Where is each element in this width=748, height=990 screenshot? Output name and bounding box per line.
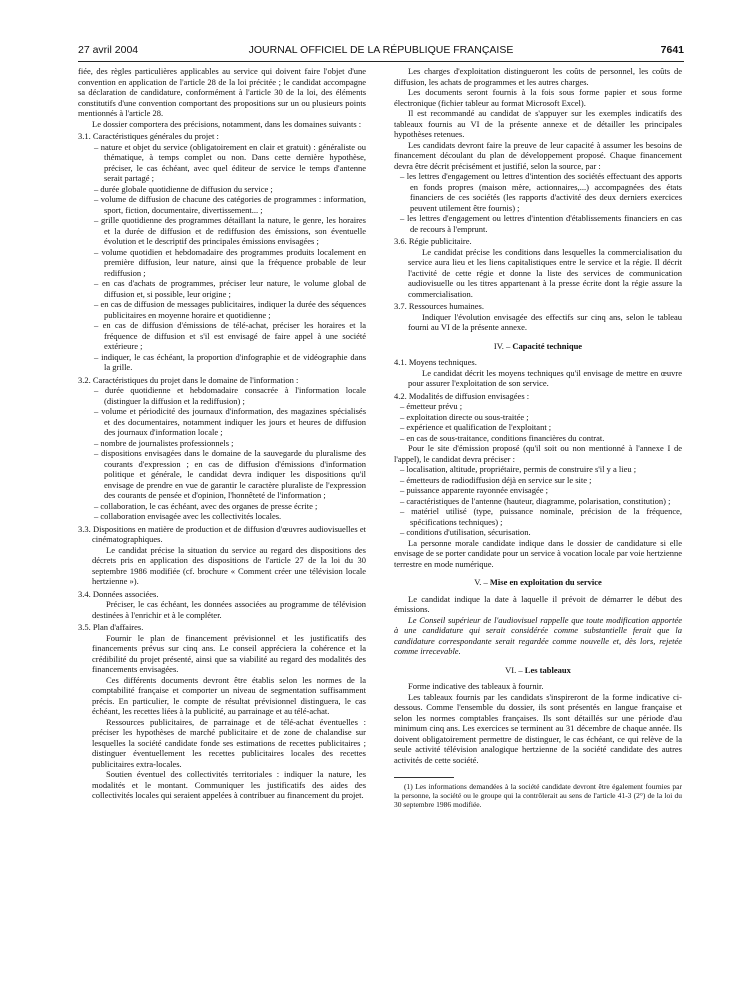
paragraph: Indiquer l'évolution envisagée des effectifs sur cinq ans, selon le tableau fourni au VI de la présente annexe. — [408, 311, 682, 332]
section-3-5-title: 3.5. Plan d'affaires. — [78, 622, 144, 632]
paragraph: Les documents seront fournis à la fois sous forme papier et sous forme électronique (fichier tableur au format Microsoft Excel). — [394, 87, 682, 108]
section-iv-title: Capacité technique — [512, 340, 583, 351]
paragraph: Ces différents documents devront être établis selon les normes de la comptabilité française et comporter un niveau de segmentation suffisamment précis. En particulier, le compte de résultat prévisionnel distinguera, le cas échéant, les recettes liées à la publicité, au parrainage et au télé-achat. — [92, 674, 366, 716]
section-3-3-title: 3.3. Dispositions en matière de production et de diffusion d'œuvres audiovisuelles et cinématographiques. — [78, 523, 366, 544]
list-item: – durée quotidienne et hebdomadaire consacrée à l'information locale (distinguer la diffusion et la rediffusion) ; — [94, 385, 366, 406]
paragraph: Le candidat décrit les moyens techniques qu'il envisage de mettre en œuvre pour assurer l'exploitation de son service. — [408, 367, 682, 388]
list-item: – collaboration envisagée avec les collectivités locales. — [94, 511, 282, 521]
list-item: – conditions d'utilisation, sécurisation. — [400, 527, 531, 537]
right-column — [394, 66, 682, 809]
section-v-number: V. – — [474, 577, 488, 587]
paragraph: Les tableaux fournis par les candidats s'inspireront de la forme indicative ci-dessous. Comme l'ensemble du dossier, ils sont présentés en langue française et selon les normes comptables françaises. Ils sont détaillés sur une période d'au minimum cinq ans. Les exercices se terminent au 31 décembre de chaque année. Ils doivent obligatoirement permettre de distinguer, le cas échéant, ce qui relève de la seule activité télévision analogique hertzienne de la société candidate des autres activités de cette société. — [394, 691, 682, 765]
section-3-2-title: 3.2. Caractéristiques du projet dans le domaine de l'information : — [78, 374, 299, 385]
list-item: – en cas de diffusion de messages publicitaires, indiquer la durée des séquences publicitaires en moyenne horaire et quotidienne ; — [94, 299, 366, 320]
list-item: – volume quotidien et hebdomadaire des programmes produits localement en première diffusion, leur nature, ainsi que la fréquence probable de leur rediffusion ; — [94, 246, 366, 278]
footnote-rule — [394, 777, 454, 778]
italic-paragraph: Le Conseil supérieur de l'audiovisuel rappelle que toute modification apportée à une candidature qui serait considérée comme substantielle ferait que la candidature correspondante serait regardée comme nouvelle et, dès lors, rejetée comme irrecevable. — [394, 614, 682, 656]
paragraph: Le candidat indique la date à laquelle il prévoit de démarrer le début des émissions. — [394, 593, 682, 614]
list-item: – expérience et qualification de l'exploitant ; — [400, 422, 552, 432]
paragraph: Fournir le plan de financement prévisionnel et les justificatifs des financements prévus sur cinq ans. Le conseil appréciera la cohérence et la crédibilité du projet présenté, ainsi que sa viabilité au regard des modalités des financements envisagées. — [92, 632, 366, 674]
list-item: – indiquer, le cas échéant, la proportion d'infographie et de vidéographie dans la grille. — [94, 351, 366, 372]
list-item: – nombre de journalistes professionnels ; — [94, 437, 234, 448]
list-item: – collaboration, le cas échéant, avec des organes de presse écrite ; — [94, 500, 318, 511]
paragraph: Le candidat précise les conditions dans lesquelles la commercialisation du service aura lieu et les liens capitalistiques entre le service et la régie. Il décrit l'activité de cette régie et donne la liste des services de communication audiovisuelle ou les titres appartenant à la presse écrite dont la régie assure la commercialisation. — [408, 246, 682, 299]
paragraph: Pour le site d'émission proposé (qu'il soit ou non mentionné à l'annexe I de l'appel), le candidat devra préciser : — [394, 443, 682, 464]
list-item: – émetteur prévu ; — [400, 401, 463, 411]
section-iv-heading — [394, 341, 682, 352]
paragraph: Le candidat précise la situation du service au regard des dispositions des décrets pris en application des dispositions de l'article 27 de la loi du 30 septembre 1986 modifiée (cf. brochure « Comment créer une télévision locale hertzienne »). — [92, 544, 366, 586]
section-vi-heading — [394, 665, 682, 676]
paragraph: Forme indicative des tableaux à fournir. — [408, 681, 544, 691]
list-item: – caractéristiques de l'antenne (hauteur, diagramme, polarisation, constitution) ; — [400, 495, 671, 506]
header-page-number: 7641 — [660, 44, 684, 56]
list-item: – en cas d'achats de programmes, préciser leur nature, le volume global de diffusion et, si possible, leur origine ; — [94, 278, 366, 299]
header-date: 27 avril 2004 — [78, 44, 139, 56]
header-title: JOURNAL OFFICIEL DE LA RÉPUBLIQUE FRANÇAISE — [248, 44, 514, 56]
list-item: – en cas de diffusion d'émissions de télé-achat, préciser les horaires et la fréquence de diffusion et s'il est envisagé de faire appel à une société extérieure ; — [94, 320, 366, 351]
list-item: – émetteurs de radiodiffusion déjà en service sur le site ; — [400, 474, 592, 485]
page-header — [78, 44, 684, 60]
section-3-7-title: 3.7. Ressources humaines. — [394, 301, 484, 311]
list-item: – puissance apparente rayonnée envisagée ; — [400, 485, 548, 495]
section-3-6-title: 3.6. Régie publicitaire. — [394, 236, 472, 246]
section-vi-title: Les tableaux — [524, 664, 571, 675]
paragraph: Les charges d'exploitation distingueront les coûts de personnel, les coûts de diffusion, les achats de programmes et les autres charges. — [394, 66, 682, 87]
paragraph: fiée, des règles particulières applicables au service qui doivent faire l'objet d'une convention en application de l'article 28 de la loi précitée ; le candidat accompagne sa déclaration de candidature, conformément à l'article 30 de la loi, des éléments constitutifs d'une convention comportant des propositions sur un ou plusieurs points mentionnés à l'article 28. — [78, 66, 366, 118]
paragraph: Ressources publicitaires, de parrainage et de télé-achat éventuelles : préciser les hypothèses de marché publicitaire et de zone de chalandise sur lesquelles la société candidate fonde ses estimations de recettes publicitaires ; distinguer éventuellement les recettes publicitaires locales des recettes publicitaires extra-locales. — [92, 716, 366, 769]
section-4-2-title: 4.2. Modalités de diffusion envisagées : — [394, 390, 530, 401]
list-item: – volume et périodicité des journaux d'information, des magazines spécialisés et des documentaires, notamment indiquer les jours et heures de diffusion des journaux d'information locale ; — [94, 406, 366, 437]
paragraph: Le dossier comportera des précisions, notamment, dans les domaines suivants : — [92, 118, 362, 129]
list-item: – dispositions envisagées dans le domaine de la sauvegarde du pluralisme des courants d'expression ; en cas de diffusion d'émissions d'information politique et générale, le candidat devra indiquer les dispositions qu'il envisage de prendre en vue de garantir le caractère pluraliste de l'expression des courants de pensée et d'opinion, l'honnêteté de l'information ; — [94, 448, 366, 500]
left-column — [78, 66, 366, 801]
section-v-title: Mise en exploitation du service — [489, 577, 602, 587]
list-item: – matériel utilisé (type, puissance nominale, précision de la fréquence, spécifications techniques) ; — [400, 506, 682, 527]
section-v-heading — [394, 577, 682, 588]
list-item: – les lettres d'engagement ou lettres d'intention des sociétés effectuant des apports en fonds propres (maison mère, actionnaires,...) accompagnées des états financiers de ces sociétés (les rapports d'activité des deux derniers exercices peuvent utilement être fournis) ; — [400, 171, 682, 213]
list-item: – nature et objet du service (obligatoirement en clair et gratuit) : généraliste ou thématique, à temps complet ou non. Dans cette dernière hypothèse, préciser, le cas échéant, avec quel éditeur de service le temps d'antenne serait partagé ; — [94, 141, 366, 183]
list-item: – les lettres d'engagement ou lettres d'intention d'établissements financiers en cas de recours à l'emprunt. — [400, 213, 682, 234]
list-item: – en cas de sous-traitance, conditions financières du contrat. — [400, 432, 605, 443]
list-item: – durée globale quotidienne de diffusion du service ; — [94, 183, 273, 194]
list-item: – localisation, altitude, propriétaire, permis de construire s'il y a lieu ; — [400, 464, 637, 474]
paragraph: La personne morale candidate indique dans le dossier de candidature si elle envisage de se porter candidate pour un service à vocation locale par voie hertzienne terrestre en mode numérique. — [394, 537, 682, 569]
list-item: – exploitation directe ou sous-traitée ; — [400, 411, 529, 422]
list-item: – volume de diffusion de chacune des catégories de programmes : information, sport, fiction, documentaire, divertissement... ; — [94, 194, 366, 215]
section-4-1-title: 4.1. Moyens techniques. — [394, 357, 477, 367]
section-3-1-title: 3.1. Caractéristiques générales du projet : — [78, 131, 219, 141]
header-rule — [78, 61, 684, 62]
section-iv-number: IV. – — [493, 340, 511, 351]
section-vi-number: VI. – — [505, 664, 523, 675]
paragraph: Soutien éventuel des collectivités territoriales : indiquer la nature, les modalités et le montant. Communiquer les justificatifs des aides des collectivités locales qui seraient appelées à contribuer au financement du projet. — [92, 769, 366, 800]
list-item: – grille quotidienne des programmes détaillant la nature, le genre, les horaires et la durée de diffusion et de rediffusion des émissions, son éventuelle évolution et le descriptif des principales émissions envisagées ; — [94, 215, 366, 246]
paragraph: Préciser, le cas échéant, les données associées au programme de télévision destinées à l'enrichir et à le compléter. — [92, 599, 366, 620]
section-3-4-title: 3.4. Données associées. — [78, 588, 159, 599]
footnote: (1) Les informations demandées à la société candidate devront être également fournies par la personne, la société ou le groupe qui la contrôlerait au sens de l'article 41-3 (2°) de la loi du 30 septembre 1986 modifiée. — [394, 782, 682, 809]
paragraph: Il est recommandé au candidat de s'appuyer sur les exemples indicatifs des tableaux fournis au VI de la présente annexe et de détailler les principales hypothèses retenues. — [394, 108, 682, 139]
paragraph: Les candidats devront faire la preuve de leur capacité à assumer les besoins de financement découlant du plan de développement proposé. Chaque financement devra être décrit précisément et justifié, selon la source, par : — [394, 139, 682, 171]
